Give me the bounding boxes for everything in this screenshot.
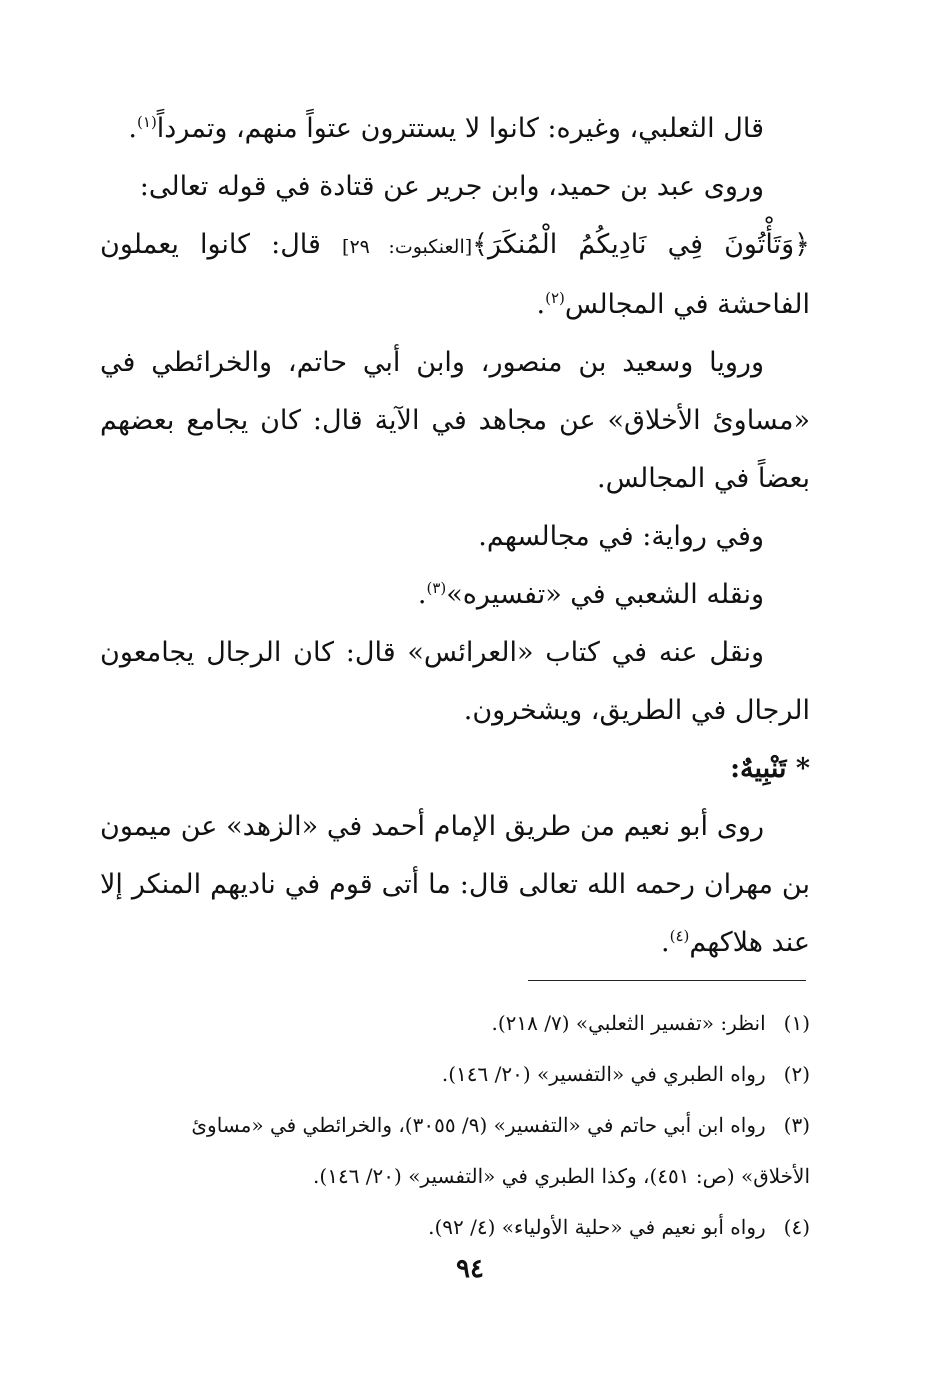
footnote-3: (٣) رواه ابن أبي حاتم في «التفسير» (٩/ ٣٠٥٥)، والخرائطي في «مساوئ	[100, 1100, 810, 1151]
footnote-number: (١)	[783, 1011, 810, 1035]
paragraph-3: ﴿وَتَأْتُونَ فِي نَادِيكُمُ الْمُنكَرَ﴾[العنكبوت: ٢٩] قال: كانوا يعملون الفاحشة في المجالس$^{(٢)}$.	[100, 229, 810, 320]
footnote-divider	[528, 980, 806, 981]
footnote-number: (٣)	[783, 1113, 810, 1137]
quran-verse: ﴿وَتَأْتُونَ فِي نَادِيكُمُ الْمُنكَرَ﴾	[472, 229, 810, 260]
footnote-1: (١) انظر: «تفسير الثعلبي» (٧/ ٢١٨).	[100, 998, 810, 1049]
footnote-4: (٤) رواه أبو نعيم في «حلية الأولياء» (٤/ ٩٢).	[100, 1202, 810, 1253]
footnote-3-continuation: الأخلاق» (ص: ٤٥١)، وكذا الطبري في «التفسير» (٢٠/ ١٤٦).	[313, 1164, 810, 1188]
footnote-ref-1[interactable]: (١)	[137, 113, 157, 131]
verse-reference: [العنكبوت: ٢٩]	[342, 236, 473, 258]
paragraph-7: ونقل عنه في كتاب «العرائس» قال: كان الرجال يجامعون الرجال في الطريق، ويشخرون.	[100, 637, 810, 726]
paragraph-2: وروى عبد بن حميد، وابن جرير عن قتادة في قوله تعالى:	[139, 171, 764, 202]
paragraph-5: وفي رواية: في مجالسهم.	[478, 521, 764, 552]
footnote-number: (٤)	[783, 1215, 810, 1239]
footnote-ref-3[interactable]: (٣)	[426, 579, 447, 597]
main-text	[100, 100, 810, 972]
footnotes	[100, 998, 810, 1253]
paragraph-8: روى أبو نعيم من طريق الإمام أحمد في «الزهد» عن ميمون بن مهران رحمه الله تعالى قال: ما أتى قوم في ناديهم المنكر إلا عند هلاكهم$^{(٤)}$.	[100, 811, 810, 958]
paragraph-1: قال الثعلبي، وغيره: كانوا لا يستترون عتواً منهم، وتمرداً$^{(١)}$.	[128, 113, 764, 144]
footnote-2: (٢) رواه الطبري في «التفسير» (٢٠/ ١٤٦).	[100, 1049, 810, 1100]
footnote-ref-2[interactable]: (٢)	[545, 289, 565, 307]
page-number: ٩٤	[456, 1254, 484, 1284]
paragraph-4: ورويا وسعيد بن منصور، وابن أبي حاتم، والخرائطي في «مساوئ الأخلاق» عن مجاهد في الآية قال: كان يجامع بعضهم بعضاً في المجالس.	[100, 347, 810, 494]
section-heading: * تَنْبِيهٌ:	[730, 753, 810, 784]
footnote-ref-4[interactable]: (٤)	[669, 927, 690, 945]
footnote-number: (٢)	[783, 1062, 810, 1086]
paragraph-6: ونقله الشعبي في «تفسيره»$^{(٣)}$.	[417, 579, 764, 610]
